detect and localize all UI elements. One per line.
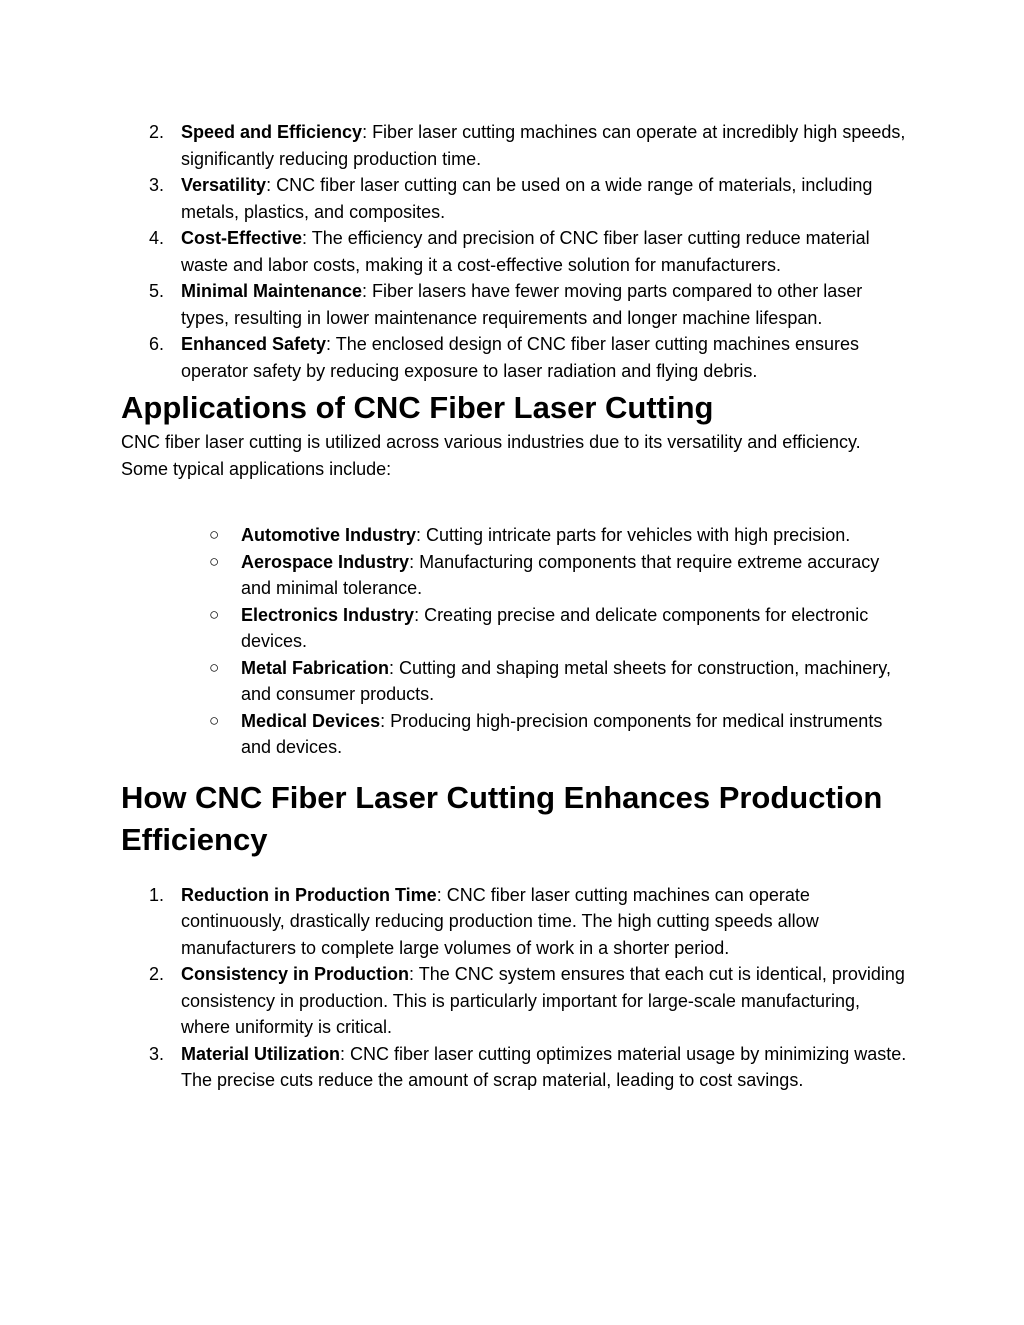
list-number: 2. <box>149 122 165 142</box>
item-title: Material Utilization <box>181 1043 341 1064</box>
bullet-icon: ○ <box>209 551 220 571</box>
item-text: : CNC fiber laser cutting can be used on a wide range of materials, including metals, plastics, and composites. <box>181 175 873 222</box>
list-item <box>121 708 911 761</box>
item-title: Medical Devices <box>241 710 381 731</box>
list-item <box>121 522 911 549</box>
item-text: : CNC fiber laser cutting optimizes material usage by minimizing waste. The precise cuts reduce the amount of scrap material, leading to cost savings. <box>181 1043 907 1090</box>
list-item <box>121 172 911 225</box>
list-number: 6. <box>149 334 165 354</box>
bullet-icon: ○ <box>209 710 220 730</box>
applications-heading: Applications of CNC Fiber Laser Cutting <box>121 390 714 425</box>
item-text: : The CNC system ensures that each cut is identical, providing consistency in production. This is particularly important for large-scale manufacturing, where uniformity is critical. <box>181 964 905 1037</box>
bullet-icon: ○ <box>209 525 220 544</box>
efficiency-list <box>121 882 911 1094</box>
document-page <box>121 119 911 1094</box>
item-title: Cost-Effective <box>181 228 303 248</box>
item-title: Minimal Maintenance <box>181 281 363 301</box>
item-text: : The enclosed design of CNC fiber laser cutting machines ensures operator safety by reducing exposure to laser radiation and flying debris. <box>181 334 859 381</box>
item-text: : CNC fiber laser cutting machines can operate continuously, drastically reducing production time. The high cutting speeds allow manufacturers to complete large volumes of work in a shorter period. <box>181 884 819 958</box>
applications-list <box>121 522 911 761</box>
item-title: Metal Fabrication <box>241 657 390 678</box>
item-title: Speed and Efficiency <box>181 122 363 142</box>
item-text: : Producing high-precision components for medical instruments and devices. <box>241 710 883 757</box>
item-title: Consistency in Production <box>181 964 410 984</box>
applications-intro: CNC fiber laser cutting is utilized across various industries due to its versatility and efficiency. Some typical applications include: <box>121 432 861 479</box>
list-number: 3. <box>149 175 165 195</box>
item-text: : Creating precise and delicate components for electronic devices. <box>241 604 869 651</box>
item-title: Enhanced Safety <box>181 334 327 354</box>
list-item <box>121 655 911 708</box>
list-number: 5. <box>149 281 165 301</box>
item-title: Aerospace Industry <box>241 551 410 572</box>
list-item <box>121 331 911 384</box>
list-number: 4. <box>149 228 165 248</box>
list-item <box>121 961 911 1041</box>
list-item <box>121 119 911 172</box>
item-text: : The efficiency and precision of CNC fiber laser cutting reduce material waste and labor costs, making it a cost-effective solution for manufacturers. <box>181 228 870 275</box>
benefits-list <box>121 119 911 384</box>
item-title: Versatility <box>181 175 267 195</box>
list-number: 1. <box>149 884 165 905</box>
item-text: : Fiber lasers have fewer moving parts compared to other laser types, resulting in lower maintenance requirements and longer machine lifespan. <box>181 281 863 328</box>
item-title: Electronics Industry <box>241 604 415 625</box>
bullet-icon: ○ <box>209 604 220 624</box>
list-item <box>121 225 911 278</box>
item-title: Automotive Industry <box>241 525 417 545</box>
efficiency-heading: How CNC Fiber Laser Cutting Enhances Production Efficiency <box>121 779 883 857</box>
item-text: : Cutting intricate parts for vehicles with high precision. <box>416 525 851 545</box>
bullet-icon: ○ <box>209 657 220 677</box>
list-number: 3. <box>149 1043 165 1064</box>
list-item <box>121 1041 911 1094</box>
list-item <box>121 278 911 331</box>
list-item <box>121 602 911 655</box>
list-number: 2. <box>149 964 165 984</box>
item-text: : Fiber laser cutting machines can operate at incredibly high speeds, significantly reducing production time. <box>181 122 906 169</box>
list-item <box>121 549 911 602</box>
item-text: : Cutting and shaping metal sheets for construction, machinery, and consumer products. <box>241 657 891 704</box>
list-item <box>121 882 911 962</box>
item-text: : Manufacturing components that require extreme accuracy and minimal tolerance. <box>241 551 880 598</box>
item-title: Reduction in Production Time <box>181 884 437 905</box>
